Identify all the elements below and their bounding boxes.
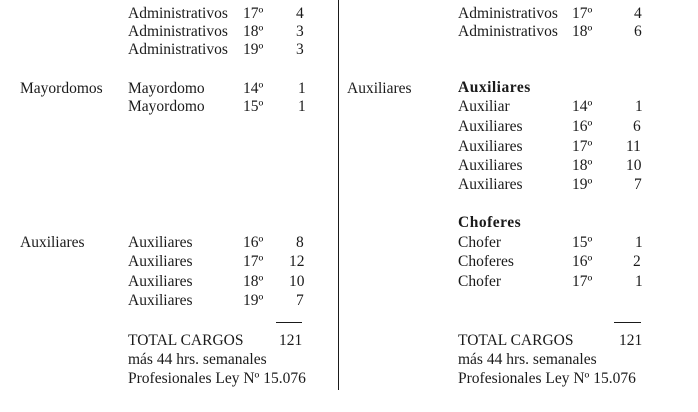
- row-name: Administrativos: [458, 5, 558, 22]
- row-name: Auxiliares: [458, 157, 523, 174]
- row-grade: 17º: [572, 273, 593, 290]
- row-grade: 17º: [572, 138, 593, 155]
- category-label: Auxiliares: [347, 80, 412, 97]
- column-divider: [338, 0, 339, 390]
- total-note: más 44 hrs. semanales: [128, 351, 267, 368]
- category-label: Mayordomos: [20, 80, 103, 97]
- row-count: 1: [635, 273, 643, 290]
- row-count: 1: [635, 98, 643, 115]
- row-name: Auxiliar: [458, 98, 510, 115]
- row-grade: 18º: [243, 273, 264, 290]
- row-name: Auxiliares: [128, 273, 193, 290]
- row-name: Mayordomo: [128, 80, 205, 97]
- row-name: Auxiliares: [458, 176, 523, 193]
- section-heading: Auxiliares: [458, 79, 531, 96]
- total-note: más 44 hrs. semanales: [458, 351, 597, 368]
- total-note: Profesionales Ley Nº 15.076: [458, 370, 636, 387]
- row-grade: 17º: [572, 5, 593, 22]
- total-note: Profesionales Ley Nº 15.076: [128, 370, 306, 387]
- row-name: Choferes: [458, 253, 514, 270]
- row-grade: 17º: [243, 253, 264, 270]
- row-count: 7: [296, 292, 304, 309]
- row-grade: 15º: [572, 234, 593, 251]
- row-count: 12: [289, 253, 305, 270]
- row-count: 1: [298, 98, 306, 115]
- total-label: TOTAL CARGOS: [458, 332, 574, 349]
- row-grade: 18º: [243, 23, 264, 40]
- row-grade: 14º: [243, 80, 264, 97]
- row-name: Mayordomo: [128, 98, 205, 115]
- row-count: 1: [635, 234, 643, 251]
- total-label: TOTAL CARGOS: [128, 332, 244, 349]
- row-grade: 18º: [572, 23, 593, 40]
- row-name: Chofer: [458, 273, 502, 290]
- row-count: 8: [296, 234, 304, 251]
- row-count: 6: [633, 118, 641, 135]
- row-name: Auxiliares: [458, 118, 523, 135]
- row-count: 7: [634, 176, 642, 193]
- row-name: Auxiliares: [458, 138, 523, 155]
- row-grade: 14º: [572, 98, 593, 115]
- row-count: 3: [296, 41, 304, 58]
- row-name: Administrativos: [128, 41, 228, 58]
- row-grade: 19º: [243, 292, 264, 309]
- row-grade: 19º: [572, 176, 593, 193]
- row-count: 4: [296, 5, 304, 22]
- section-heading: Choferes: [458, 214, 522, 231]
- total-value: 121: [619, 332, 643, 349]
- row-name: Administrativos: [128, 5, 228, 22]
- row-name: Chofer: [458, 234, 502, 251]
- row-grade: 18º: [572, 157, 593, 174]
- row-grade: 16º: [243, 234, 264, 251]
- row-grade: 17º: [243, 5, 264, 22]
- total-rule: [614, 322, 641, 323]
- row-name: Auxiliares: [128, 292, 193, 309]
- row-name: Auxiliares: [128, 253, 193, 270]
- row-name: Auxiliares: [128, 234, 193, 251]
- category-label: Auxiliares: [20, 234, 85, 251]
- row-count: 11: [626, 138, 641, 155]
- row-grade: 16º: [572, 253, 593, 270]
- row-grade: 16º: [572, 118, 593, 135]
- row-count: 6: [634, 23, 642, 40]
- row-count: 2: [633, 253, 641, 270]
- total-value: 121: [279, 332, 303, 349]
- row-count: 4: [634, 5, 642, 22]
- total-rule: [276, 322, 302, 323]
- row-grade: 19º: [243, 41, 264, 58]
- row-count: 10: [289, 273, 305, 290]
- row-grade: 15º: [243, 98, 264, 115]
- row-name: Administrativos: [458, 23, 558, 40]
- row-count: 3: [296, 23, 304, 40]
- row-name: Administrativos: [128, 23, 228, 40]
- row-count: 1: [298, 80, 306, 97]
- row-count: 10: [626, 157, 642, 174]
